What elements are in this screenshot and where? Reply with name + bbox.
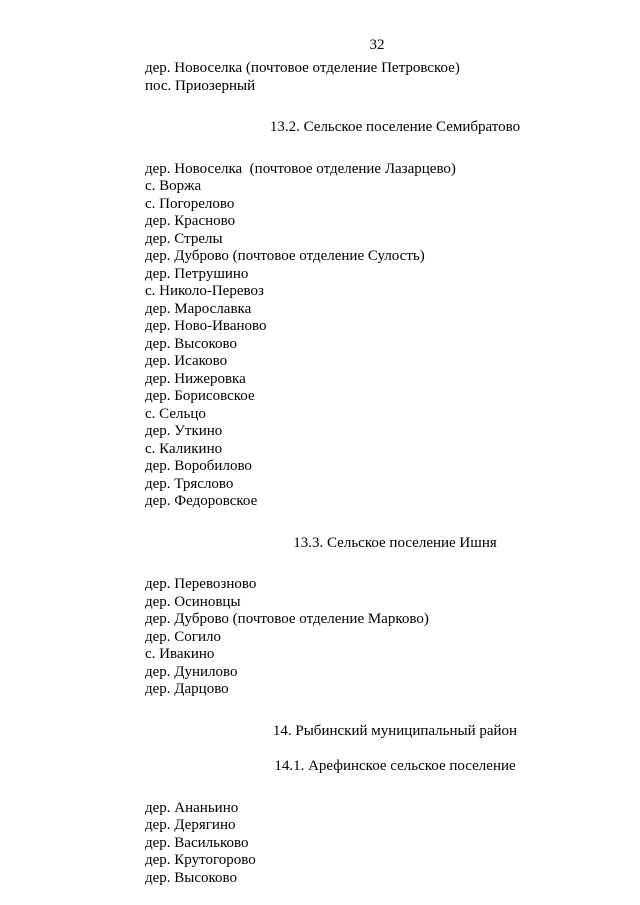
settlement-list [145,800,605,888]
list-item: дер. Васильково [145,834,249,851]
settlement-list [145,576,605,699]
list-item: дер. Стрелы [145,230,223,247]
list-item: дер. Высоково [145,869,238,886]
list-item: с. Ивакино [145,646,215,662]
list-item: дер. Тряслово [145,475,234,492]
list-item: дер. Воробилово [145,458,252,474]
list-item: дер. Исаково [145,353,228,369]
list-item: дер. Марославка [145,300,252,317]
list-item: дер. Перевозново [145,576,257,592]
list-item: дер. Красново [145,213,236,229]
list-item: с. Николо-Перевоз [145,283,264,299]
list-item: дер. Дерягино [145,817,236,833]
settlement-list [145,161,605,511]
settlement-list [145,60,605,95]
list-item: дер. Ново-Иваново [145,318,267,334]
list-item: дер. Дунилово [145,663,238,680]
list-item: дер. Федоровское [145,493,258,509]
list-item: дер. Петрушино [145,265,249,282]
section-heading: 14. Рыбинский муниципальный район [272,722,518,739]
list-item: с. Каликино [145,440,223,457]
list-item: дер. Крутогорово [145,852,256,868]
list-item: дер. Дуброво (почтовое отделение Сулость) [145,248,425,264]
list-item: дер. Уткино [145,423,223,439]
list-item: дер. Новоселка (почтовое отделение Лазарцево) [145,160,456,177]
list-item: дер. Ананьино [145,799,239,816]
list-item: с. Воржа [145,178,202,194]
list-item: дер. Дуброво (почтовое отделение Марково) [145,611,429,627]
list-item: дер. Согило [145,628,221,645]
list-item: дер. Нижеровка [145,370,246,387]
list-item: дер. Осиновцы [145,593,241,610]
document-body [145,60,605,887]
page-number: 32 [369,37,385,53]
list-item: дер. Дарцово [145,681,229,697]
list-item: дер. Борисовское [145,388,255,404]
list-item: с. Сельцо [145,405,206,422]
section-heading: 13.3. Сельское поселение Ишня [293,534,497,551]
subsection-heading: 14.1. Арефинское сельское поселение [274,758,516,774]
list-item: дер. Высоково [145,335,238,352]
list-item: дер. Новоселка (почтовое отделение Петровское) [145,60,460,76]
list-item: пос. Приозерный [145,77,256,94]
list-item: с. Погорелово [145,195,235,212]
section-heading: 13.2. Сельское поселение Семибратово [269,119,521,135]
